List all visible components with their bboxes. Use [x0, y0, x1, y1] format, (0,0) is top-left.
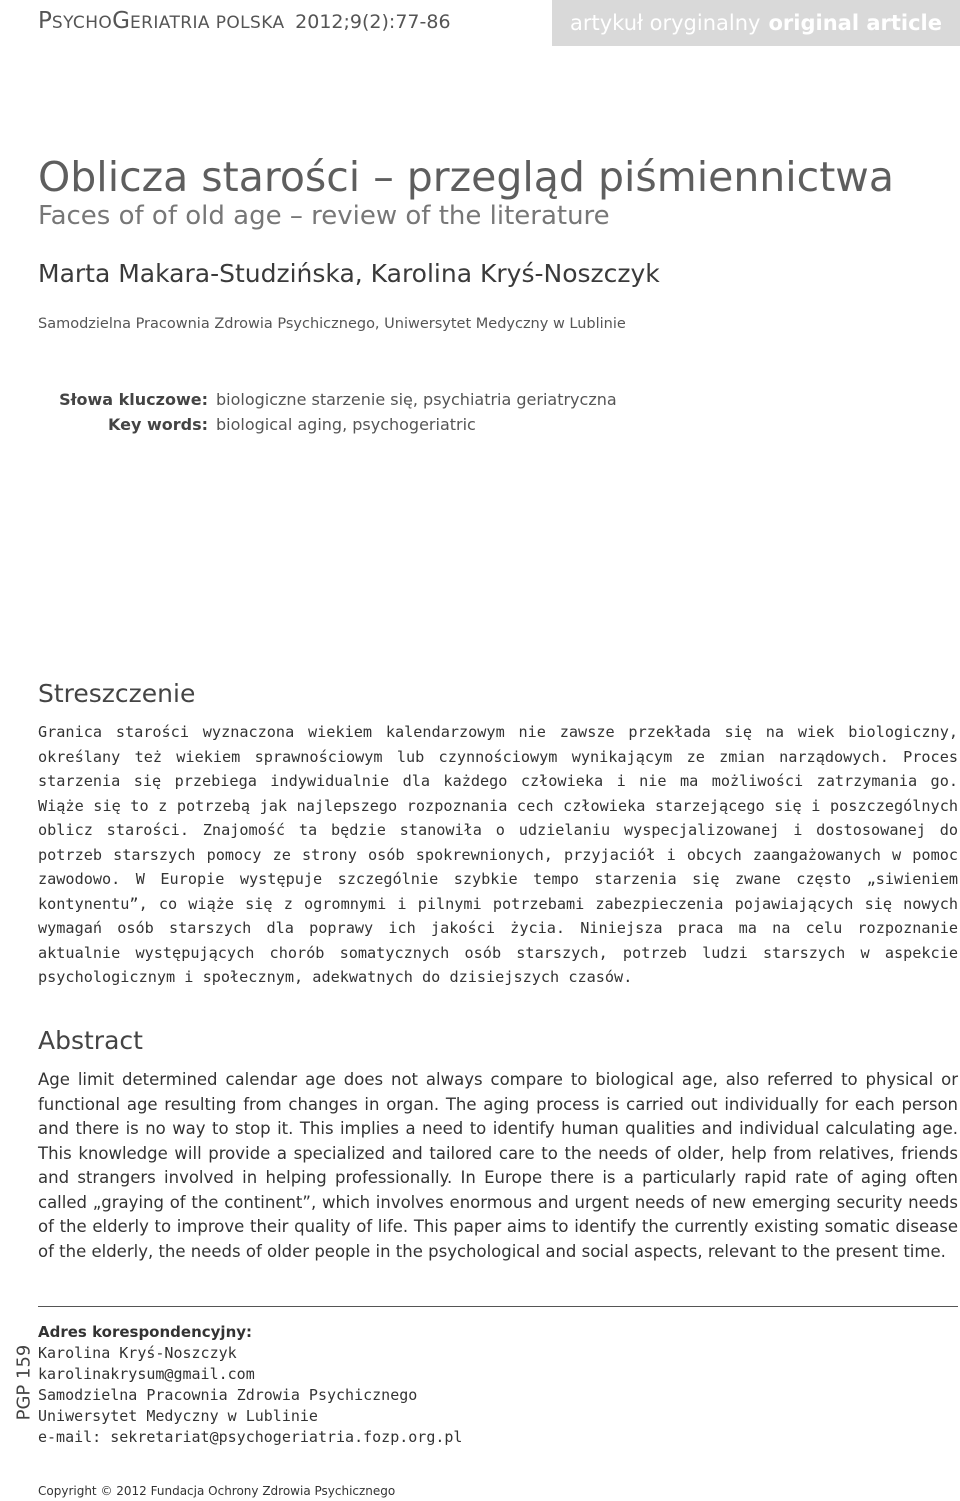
correspondence-line: Samodzielna Pracownia Zdrowia Psychicznego: [38, 1386, 418, 1404]
keywords-pl: [38, 390, 617, 409]
correspondence-heading: Adres korespondencyjny:: [38, 1323, 253, 1341]
keywords-en-label: Key words:: [107, 415, 208, 434]
article-type-badge: [552, 0, 960, 46]
footer-divider: [38, 1306, 958, 1307]
journal-initial-g: G: [112, 8, 130, 34]
title-polish: Oblicza starości – przegląd piśmiennictwa: [38, 153, 894, 201]
journal-initial-p: P: [38, 8, 52, 34]
authors: Marta Makara-Studzińska, Karolina Kryś-Noszczyk: [38, 259, 660, 288]
journal-eriatria: ERIATRIA POLSKA: [129, 13, 285, 33]
correspondence-line: karolinakrysum@gmail.com: [38, 1365, 255, 1383]
correspondence-line: e-mail: sekretariat@psychogeriatria.fozp.org.pl: [38, 1428, 463, 1446]
streszczenie-heading: Streszczenie: [38, 679, 196, 708]
streszczenie-text: Granica starości wyznaczona wiekiem kalendarzowym nie zawsze przekłada się na wiek biologiczny, określany też wiekiem sprawnościowym lub czynnościowym wynikającym ze zmian narządowych. Proces starzenia się przebiega indywidualnie dla każdego człowieka i nie ma możliwości zatrzymania go. Wiąże się to z potrzebą jak najlepszego rozpoznania cech człowieka starzejącego się i poszczególnych oblicz starości. Znajomość ta będzie stanowiła o udzielaniu wyspecjalizowanej i dostosowanej do potrzeb starszych pomocy ze strony osób spokrewnionych, przyjaciół i obcych zaangażowanych w pomoc zawodowo. W Europie występuje szczególnie szybkie tempo starzenia się zwane często „siwieniem kontynentu”, co wiąże się z ogromnymi i pilnymi potrzebami zabezpieczenia pojawiających się nowych wymagań osób starszych dla poprawy ich jakości życia. Niniejsza praca ma na celu rozpoznanie aktualnie występujących chorób somatycznych osób starszych, potrzeb ludzi starszych w aspekcie psychologicznym i społecznym, adekwatnych do dzisiejszych czasów.: [38, 723, 958, 986]
abstract-text: Age limit determined calendar age does not always compare to biological age, also referred to physical or functional age resulting from changes in organ. The aging process is carried out individually for each person and there is no way to stop it. This implies a need to identify human qualities and individual calculating age. This knowledge will provide a specialized and tailored care to the needs of older, help from relatives, friends and strangers involved in helping professionally. In Europe there is a particularly rapid rate of aging often called „graying of the continent”, which involves enormous and urgent needs of new emerging security needs of the elderly to improve their quality of life. This paper aims to identify the currently existing somatic disease of the elderly, the needs of older people in the psychological and social aspects, relevant to the present time.: [38, 1070, 958, 1261]
keywords-pl-value: biologiczne starzenie się, psychiatria geriatryczna: [216, 390, 617, 409]
affiliation: Samodzielna Pracownia Zdrowia Psychicznego, Uniwersytet Medyczny w Lublinie: [38, 316, 626, 332]
correspondence-line: Karolina Kryś-Noszczyk: [38, 1344, 237, 1362]
page-side-label: PGP 159: [13, 1344, 35, 1421]
journal-citation: 2012;9(2):77-86: [295, 11, 451, 33]
journal-sycho: SYCHO: [51, 13, 113, 33]
copyright-notice: Copyright © 2012 Fundacja Ochrony Zdrowia Psychicznego: [38, 1484, 396, 1498]
keywords-en-value: biological aging, psychogeriatric: [216, 415, 476, 434]
correspondence-line: Uniwersytet Medyczny w Lublinie: [38, 1407, 318, 1425]
keywords-pl-label: Słowa kluczowe:: [59, 390, 208, 409]
article-type-en: original article: [768, 11, 942, 35]
title-english: Faces of of old age – review of the literature: [38, 201, 610, 231]
article-type-pl: artykuł oryginalny: [570, 11, 761, 35]
journal-name: [38, 8, 451, 34]
correspondence-block: [38, 1322, 462, 1448]
abstract-heading: Abstract: [38, 1026, 143, 1055]
keywords-en: [38, 415, 476, 434]
